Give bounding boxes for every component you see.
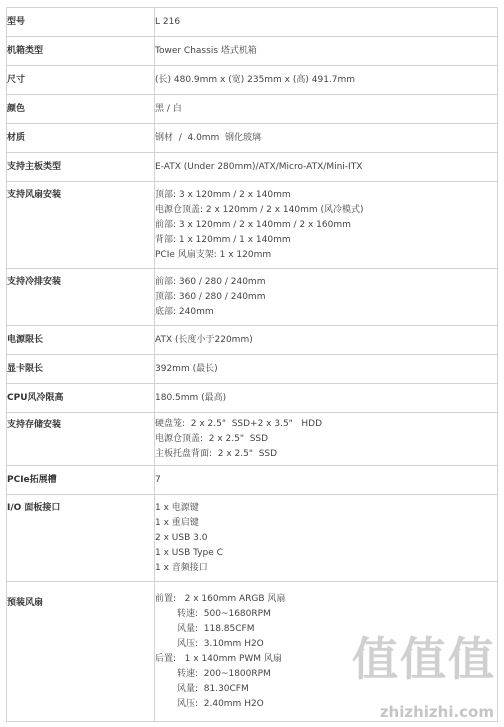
table-row [7, 384, 498, 413]
spec-value: L 216 [155, 8, 498, 37]
table-row [7, 95, 498, 124]
table-row [7, 182, 498, 269]
spec-key: 型号 [7, 8, 155, 37]
spec-key: 支持主板类型 [7, 153, 155, 182]
table-row [7, 495, 498, 582]
spec-value: (长) 480.9mm x (宽) 235mm x (高) 491.7mm [155, 66, 498, 95]
spec-key: 预装风扇 [7, 582, 155, 722]
spec-key: 材质 [7, 124, 155, 153]
spec-value: 前置: 2 x 160mm ARGB 风扇 转速: 500~1680RPM 风量: 118.85CFM 风压: 3.10mm H2O 后置: 1 x 140mm PWM 风扇 转速: 200~1800RPM 风量: 81.30CFM 风压: 2.40mm H2O [155, 582, 498, 722]
spec-key: 机箱类型 [7, 37, 155, 66]
spec-value: E-ATX (Under 280mm)/ATX/Micro-ATX/Mini-ITX [155, 153, 498, 182]
spec-value: 黑 / 白 [155, 95, 498, 124]
spec-key: 电源限长 [7, 326, 155, 355]
spec-value: Tower Chassis 塔式机箱 [155, 37, 498, 66]
spec-key: 支持风扇安装 [7, 182, 155, 269]
spec-key: 尺寸 [7, 66, 155, 95]
spec-key: 支持冷排安装 [7, 269, 155, 326]
spec-value: ATX (长度小于220mm) [155, 326, 498, 355]
table-row [7, 8, 498, 37]
table-row [7, 37, 498, 66]
spec-key: CPU风冷限高 [7, 384, 155, 413]
spec-value: 顶部: 3 x 120mm / 2 x 140mm 电源仓顶盖: 2 x 120mm / 2 x 140mm (风冷模式) 前部: 3 x 120mm / 2 x 140mm / 2 x 160mm 背部: 1 x 120mm / 1 x 140mm PCIe 风扇支架: 1 x 120mm [155, 182, 498, 269]
spec-value: 前部: 360 / 280 / 240mm 顶部: 360 / 280 / 240mm 底部: 240mm [155, 269, 498, 326]
spec-value: 钢材 / 4.0mm 钢化玻璃 [155, 124, 498, 153]
table-row [7, 466, 498, 495]
table-row [7, 413, 498, 466]
watermark-url: zhizhizhi.com [379, 703, 494, 721]
spec-value: 392mm (最长) [155, 355, 498, 384]
spec-value: 180.5mm (最高) [155, 384, 498, 413]
spec-key: PCIe拓展槽 [7, 466, 155, 495]
spec-key: 支持存储安装 [7, 413, 155, 466]
table-row [7, 269, 498, 326]
spec-value: 硬盘笼: 2 x 2.5" SSD+2 x 3.5" HDD 电源仓顶盖: 2 x 2.5" SSD 主板托盘背面: 2 x 2.5" SSD [155, 413, 498, 466]
spec-value: 1 x 电源键 1 x 重启键 2 x USB 3.0 1 x USB Type C 1 x 音频接口 [155, 495, 498, 582]
watermark-logo: 值值值 [352, 632, 496, 686]
spec-value: 7 [155, 466, 498, 495]
spec-key: 颜色 [7, 95, 155, 124]
spec-key: I/O 面板接口 [7, 495, 155, 582]
table-row [7, 355, 498, 384]
table-row [7, 124, 498, 153]
spec-table [6, 7, 498, 722]
table-row [7, 326, 498, 355]
table-row [7, 153, 498, 182]
table-row [7, 66, 498, 95]
spec-key: 显卡限长 [7, 355, 155, 384]
